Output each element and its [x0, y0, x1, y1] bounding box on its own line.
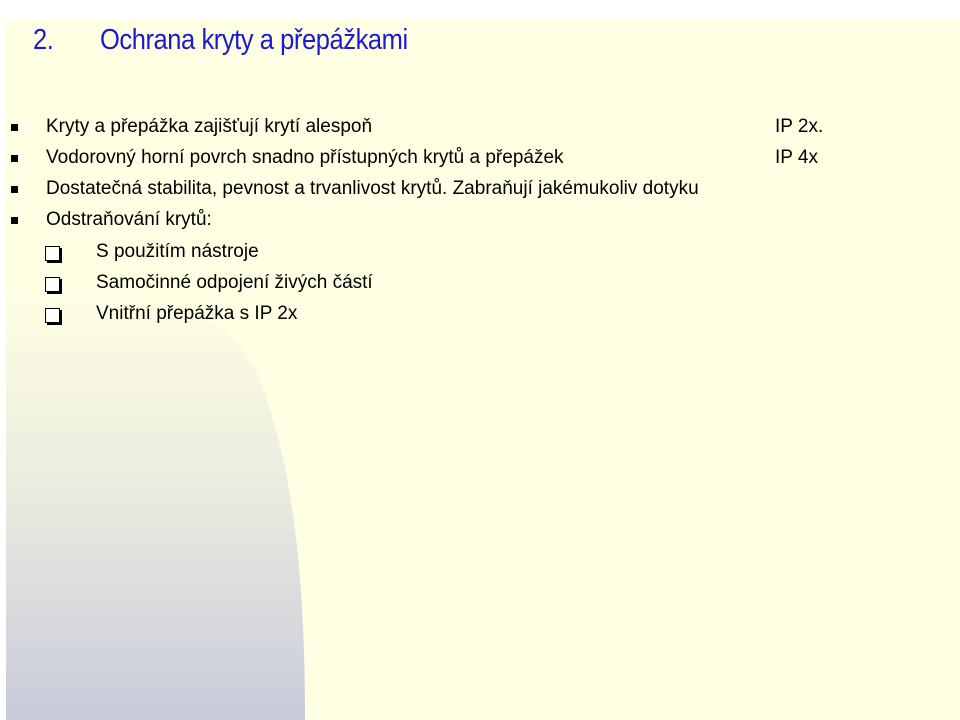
sub-item-text: Samočinné odpojení živých částí: [96, 272, 373, 293]
sub-list-item: [0, 238, 960, 268]
checkbox-bullet-icon: [45, 246, 60, 261]
checkbox-bullet-icon: [45, 277, 60, 292]
slide-title: [0, 22, 960, 66]
bullet-ip-rating: IP 4x: [775, 147, 818, 168]
bullet-item: [0, 144, 960, 174]
sub-list-item: [0, 269, 960, 299]
slide-title-text: Ochrana kryty a přepážkami: [100, 24, 408, 56]
bullet-text: Vodorovný horní povrch snadno přístupných krytů a přepážek: [46, 147, 564, 168]
square-bullet-icon: [11, 124, 18, 131]
bullet-text: Kryty a přepážka zajišťují krytí alespoň: [46, 116, 373, 137]
bullet-item: [0, 206, 960, 236]
bullet-text: Dostatečná stabilita, pevnost a trvanlivost krytů. Zabraňují jakémukoliv dotyku: [46, 178, 699, 199]
left-band: [0, 0, 6, 720]
top-band: [0, 0, 960, 20]
sub-item-text: Vnitřní přepážka s IP 2x: [96, 303, 298, 324]
sub-list-item: [0, 300, 960, 330]
bullet-ip-rating: IP 2x.: [775, 116, 824, 137]
bullet-text: Odstraňování krytů:: [46, 209, 212, 230]
square-bullet-icon: [11, 155, 18, 162]
sub-item-text: S použitím nástroje: [96, 241, 259, 262]
square-bullet-icon: [11, 217, 18, 224]
slide-number: 2.: [33, 24, 54, 56]
square-bullet-icon: [11, 186, 18, 193]
bullet-item: [0, 113, 960, 143]
checkbox-bullet-icon: [45, 308, 60, 323]
bullet-item: [0, 175, 960, 205]
